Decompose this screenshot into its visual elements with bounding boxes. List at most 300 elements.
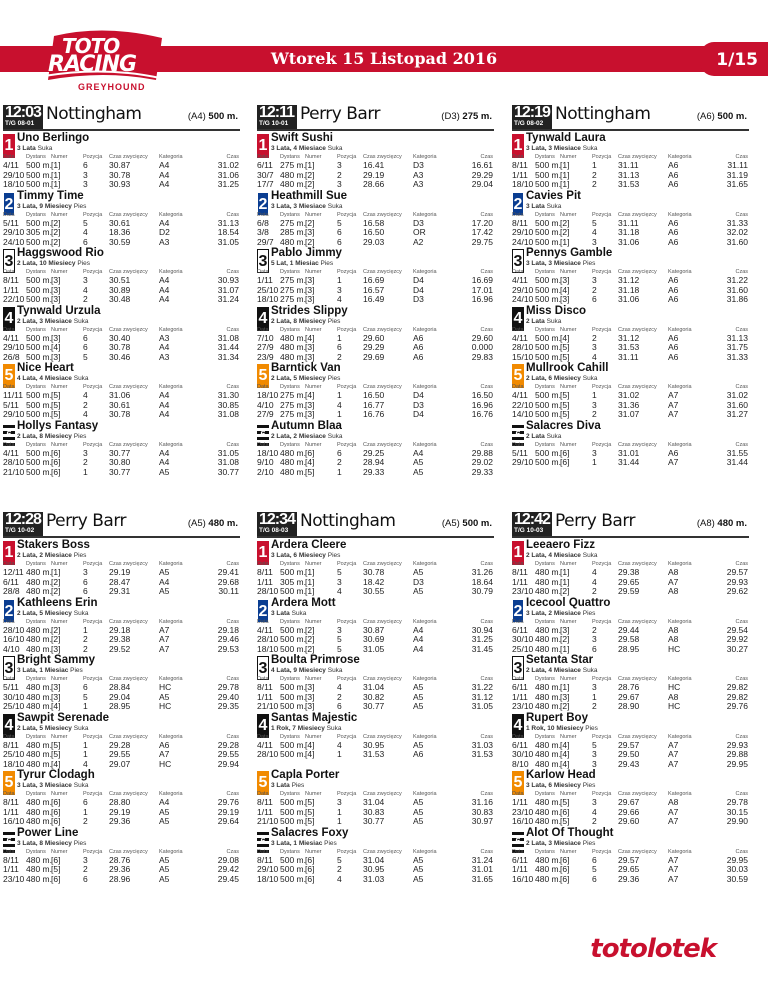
form-cell-num: [4] — [560, 739, 570, 750]
race-distance: 275 m. — [462, 111, 492, 122]
form-rows — [257, 276, 495, 305]
form-cell-date: 4/10 — [257, 399, 274, 410]
form-cell-num: [1] — [305, 586, 315, 596]
greyhound-name: Boulta Primrose — [271, 654, 360, 666]
greyhound-name: Ardera Cleere — [271, 539, 347, 551]
form-cell-date: 1/11 — [512, 864, 528, 874]
form-cell-pos: 2 — [83, 816, 88, 826]
form-cell-date: 25/10 — [257, 284, 279, 295]
form-cell-dist: 500 m. — [26, 447, 52, 458]
runner-entry — [254, 827, 496, 883]
form-cell-czas: 29.54 — [726, 624, 748, 635]
greyhound-age-sex — [526, 203, 561, 210]
column-header-cat: Kategoria — [413, 848, 437, 855]
column-header-cat: Kategoria — [159, 618, 183, 625]
form-cell-time: 31.18 — [618, 227, 640, 237]
form-cell-num: [5] — [51, 739, 61, 750]
form-cell-czas: 17.42 — [471, 227, 493, 237]
greyhound-sex: Pies — [582, 260, 596, 267]
form-cell-pos: 2 — [83, 294, 88, 304]
runner-entry — [0, 132, 242, 188]
column-header-dist: Dystans — [535, 441, 555, 448]
form-cell-pos: 4 — [83, 390, 88, 400]
column-header-cat: Kategoria — [413, 269, 437, 275]
greyhound-age-sex — [17, 840, 86, 847]
trap-number-badge: 1 — [3, 541, 15, 565]
form-cell-time: 29.25 — [363, 447, 385, 458]
form-rows — [257, 798, 495, 827]
form-rows — [3, 276, 241, 305]
form-cell-cat: A6 — [668, 236, 679, 247]
race-distance: 480 m. — [717, 518, 747, 529]
greyhound-name: Pennys Gamble — [526, 247, 613, 259]
form-cell-dist: 500 m. — [280, 643, 306, 654]
form-cell-cat: A6 — [413, 351, 424, 362]
form-cell-time: 28.90 — [618, 701, 640, 711]
trap-number-badge: 6 — [512, 422, 524, 446]
greyhound-age-sex — [526, 145, 598, 152]
greyhound-sex: Pies — [73, 839, 87, 847]
form-cell-dist: 500 m. — [26, 466, 52, 477]
form-cell-num: [5] — [305, 816, 315, 826]
form-cell-dist: 480 m. — [26, 701, 52, 711]
form-cell-cat: A5 — [413, 816, 424, 826]
form-cell-time: 29.36 — [109, 864, 131, 874]
form-cell-pos: 4 — [337, 739, 342, 750]
greyhound-sex: Suka — [291, 609, 307, 617]
form-cell-dist: 500 m. — [26, 284, 52, 295]
form-cell-dist: 500 m. — [26, 169, 52, 180]
form-cell-num: [1] — [560, 179, 570, 189]
race-time: 12:11 — [259, 104, 295, 121]
form-cell-czas: 29.41 — [217, 567, 239, 577]
form-row — [257, 410, 495, 420]
column-header-num: Numer — [51, 561, 68, 567]
column-header-num: Numer — [560, 326, 577, 333]
greyhound-age-sex — [271, 552, 340, 559]
form-cell-czas: 31.27 — [726, 409, 748, 419]
form-cell-pos: 1 — [592, 691, 597, 702]
form-cell-date: 21/10 — [257, 816, 279, 826]
form-cell-czas: 29.42 — [217, 864, 239, 874]
form-cell-cat: A5 — [159, 691, 170, 702]
form-cell-czas: 29.76 — [217, 797, 239, 807]
form-cell-czas: 31.05 — [217, 236, 239, 247]
greyhound-age: 3 Lata — [271, 782, 290, 789]
form-cell-pos: 3 — [337, 284, 342, 295]
form-cell-czas: 30.97 — [471, 816, 493, 826]
greyhound-age-sex — [271, 203, 343, 210]
form-cell-czas: 31.53 — [471, 749, 493, 759]
form-cell-time: 29.04 — [109, 691, 131, 702]
form-cell-czas: 29.76 — [726, 701, 748, 711]
form-cell-date: 1/11 — [257, 576, 273, 587]
column-header-cat: Kategoria — [668, 441, 692, 448]
form-cell-dist: 480 m. — [535, 643, 561, 654]
trap-number-badge: 4 — [257, 714, 269, 738]
column-header-num: Numer — [305, 676, 322, 682]
column-header-czas: Czas — [735, 733, 748, 740]
column-header-num: Numer — [51, 269, 68, 275]
column-header-date: Data — [3, 676, 15, 682]
form-cell-dist: 500 m. — [26, 332, 52, 343]
form-cell-pos: 3 — [592, 236, 597, 247]
form-cell-time: 29.59 — [618, 586, 640, 596]
greyhound-age-sex — [526, 552, 598, 559]
form-cell-cat: A3 — [413, 179, 424, 189]
form-row — [3, 702, 241, 712]
form-rows — [257, 626, 495, 655]
column-header-czas: Czas — [480, 441, 493, 448]
form-cell-date: 1/11 — [257, 806, 273, 817]
form-cell-czas: 29.28 — [217, 739, 239, 750]
race-time: 12:19 — [514, 104, 550, 121]
column-header-dist: Dystans — [280, 211, 300, 218]
form-cell-pos: 1 — [83, 624, 88, 635]
form-cell-date: 4/11 — [3, 447, 19, 458]
greyhound-sex: Pies — [327, 375, 341, 382]
form-cell-pos: 1 — [83, 466, 88, 477]
column-header-dist: Dystans — [26, 326, 46, 333]
form-cell-cat: A5 — [413, 682, 424, 692]
form-cell-dist: 480 m. — [26, 624, 52, 635]
form-cell-cat: A6 — [668, 217, 679, 228]
form-cell-pos: 6 — [337, 342, 342, 352]
greyhound-age: 3 Lata, 2 Miesiace — [526, 609, 581, 617]
form-cell-date: 17/7 — [257, 179, 274, 189]
form-cell-czas: 29.35 — [217, 701, 239, 711]
logo-text-toto: TOTO — [62, 34, 120, 58]
form-rows — [257, 219, 495, 248]
track-code: T/G 10-03 — [514, 527, 544, 534]
greyhound-age: 3 Lata, 3 Miesiace — [526, 260, 581, 267]
form-cell-num: [4] — [560, 332, 570, 343]
runner-entry — [509, 190, 751, 246]
venue-name: Nottingham — [300, 511, 396, 531]
form-cell-pos: 3 — [592, 447, 597, 458]
column-header-pos: Pozycja — [83, 676, 103, 682]
form-cell-date: 29/10 — [3, 342, 25, 352]
form-cell-pos: 1 — [337, 466, 342, 477]
form-cell-num: [3] — [305, 294, 315, 304]
form-cell-pos: 1 — [592, 390, 597, 400]
form-cell-cat: HC — [668, 682, 681, 692]
form-cell-cat: HC — [668, 643, 681, 654]
form-cell-date: 22/10 — [512, 399, 534, 410]
form-cell-dist: 500 m. — [535, 275, 561, 285]
form-cell-num: [1] — [560, 169, 570, 180]
greyhound-age-sex — [271, 610, 306, 617]
form-cell-dist: 500 m. — [535, 227, 561, 237]
greyhound-sex: Pies — [582, 839, 596, 847]
greyhound-age-sex — [17, 260, 90, 267]
form-cell-dist: 500 m. — [535, 399, 561, 410]
form-row — [3, 410, 241, 420]
form-cell-dist: 500 m. — [26, 457, 52, 467]
runner-entry — [0, 712, 242, 768]
form-cell-num: [1] — [305, 576, 315, 587]
column-header-czas: Czas — [735, 211, 748, 218]
greyhound-sex: Suka — [327, 202, 343, 210]
form-cell-time: 29.60 — [618, 816, 640, 826]
form-cell-dist: 500 m. — [26, 275, 52, 285]
greyhound-age: 2 Lata, 5 Miesiecy — [17, 609, 72, 617]
runner-entry — [254, 597, 496, 653]
form-cell-num: [6] — [51, 466, 61, 477]
greyhound-age-sex — [271, 260, 333, 267]
form-cell-time: 31.03 — [363, 873, 385, 884]
column-header-czas: Czas — [480, 154, 493, 160]
greyhound-name: Alot Of Thought — [526, 826, 614, 839]
form-row — [3, 238, 241, 248]
form-cell-time: 28.94 — [363, 457, 385, 467]
greyhound-name: Nice Heart — [17, 362, 74, 374]
form-cell-num: [6] — [51, 873, 61, 884]
column-header-date: Data — [3, 384, 15, 390]
form-cell-time: 29.03 — [363, 236, 385, 247]
form-rows — [512, 626, 750, 655]
column-header-dist: Dystans — [26, 618, 46, 625]
form-cell-date: 29/10 — [512, 227, 534, 237]
trap-number-badge: 2 — [512, 192, 524, 216]
form-cell-date: 6/11 — [257, 160, 273, 170]
form-rows — [257, 449, 495, 478]
header-rule — [3, 129, 240, 131]
form-cell-num: [2] — [305, 236, 315, 247]
venue-name: Perry Barr — [555, 511, 636, 531]
form-cell-czas: 30.11 — [218, 586, 239, 596]
form-cell-dist: 275 m. — [280, 294, 306, 304]
column-header-num: Numer — [560, 441, 577, 448]
form-cell-time: 30.59 — [109, 236, 131, 247]
column-header-num: Numer — [560, 618, 577, 625]
form-cell-dist: 500 m. — [535, 179, 561, 189]
form-cell-czas: 29.93 — [726, 576, 748, 587]
form-cell-date: 25/10 — [3, 749, 25, 759]
form-cell-pos: 1 — [337, 275, 342, 285]
form-cell-date: 18/10 — [257, 294, 279, 304]
form-cell-cat: A6 — [668, 227, 679, 237]
greyhound-age: 2 Lata, 4 Miesiace — [526, 552, 581, 559]
form-cell-num: [5] — [560, 351, 570, 362]
form-cell-cat: D3 — [413, 576, 424, 587]
column-header-dist: Dystans — [535, 676, 555, 682]
greyhound-sex: Pies — [291, 782, 305, 789]
greyhound-name: Haggswood Rio — [17, 247, 104, 259]
runner-entry — [509, 597, 751, 653]
form-cell-cat: D4 — [413, 284, 424, 295]
form-cell-num: [1] — [560, 576, 570, 587]
column-header-date: Data — [257, 211, 269, 218]
form-cell-czas: 30.59 — [726, 873, 748, 884]
form-cell-cat: A3 — [159, 332, 170, 343]
track-code: T/G 10-02 — [5, 527, 35, 534]
form-cell-pos: 1 — [337, 390, 342, 400]
column-header-pos: Pozycja — [83, 848, 103, 855]
greyhound-name: Karlow Head — [526, 769, 596, 781]
form-row — [512, 702, 750, 712]
form-cell-time: 30.93 — [109, 179, 131, 189]
form-row — [512, 238, 750, 248]
form-cell-date: 18/10 — [257, 643, 279, 654]
greyhound-sex: Suka — [546, 202, 562, 210]
form-cell-pos: 2 — [592, 409, 597, 419]
form-cell-cat: A4 — [159, 284, 170, 295]
column-header-cat: Kategoria — [668, 561, 692, 567]
column-header-dist: Dystans — [535, 211, 555, 218]
runner-entry — [0, 305, 242, 361]
greyhound-age-sex — [17, 725, 89, 732]
form-rows — [257, 856, 495, 885]
form-cell-time: 16.49 — [363, 294, 385, 304]
form-cell-time: 31.12 — [618, 332, 640, 343]
form-rows — [3, 449, 241, 478]
race-card — [0, 103, 242, 483]
form-cell-date: 25/10 — [512, 643, 534, 654]
form-cell-time: 31.36 — [618, 399, 640, 410]
form-cell-dist: 500 m. — [280, 634, 306, 644]
column-header-pos: Pozycja — [337, 384, 357, 390]
column-header-date: Data — [3, 211, 15, 218]
column-header-num: Numer — [560, 561, 577, 567]
form-cell-time: 28.84 — [109, 682, 131, 692]
form-cell-czas: 16.61 — [471, 160, 493, 170]
form-cell-pos: 5 — [83, 691, 88, 702]
form-cell-num: [5] — [305, 466, 315, 477]
form-row — [512, 760, 750, 770]
form-cell-pos: 1 — [337, 816, 342, 826]
form-cell-cat: D4 — [413, 275, 424, 285]
form-cell-num: [4] — [51, 758, 61, 769]
greyhound-sex: Suka — [73, 317, 89, 325]
form-cell-cat: A5 — [413, 586, 424, 596]
form-cell-num: [2] — [51, 586, 61, 596]
form-cell-num: [1] — [560, 160, 570, 170]
form-cell-dist: 500 m. — [280, 854, 306, 865]
form-cell-dist: 480 m. — [280, 342, 306, 352]
form-cell-pos: 2 — [337, 457, 342, 467]
column-header-pos: Pozycja — [337, 848, 357, 855]
form-cell-date: 1/11 — [512, 169, 528, 180]
column-header-num: Numer — [51, 154, 68, 160]
form-cell-time: 30.61 — [109, 399, 131, 410]
form-rows — [257, 161, 495, 190]
form-row — [3, 353, 241, 363]
greyhound-sex: Suka — [546, 317, 562, 325]
form-cell-dist: 480 m. — [535, 873, 561, 884]
form-cell-date: 23/10 — [3, 873, 25, 884]
form-cell-cat: A7 — [668, 576, 679, 587]
column-header-time: Czas zwycięzcy — [109, 791, 148, 797]
form-cell-pos: 2 — [592, 701, 597, 711]
form-cell-czas: 30.77 — [217, 466, 239, 477]
column-header-cat: Kategoria — [413, 441, 437, 448]
form-cell-czas: 31.12 — [471, 691, 493, 702]
greyhound-name: Timmy Time — [17, 189, 84, 202]
column-header-cat: Kategoria — [668, 618, 692, 625]
form-cell-cat: A7 — [668, 409, 679, 419]
form-cell-czas: 29.55 — [217, 749, 239, 759]
column-header-czas: Czas — [735, 561, 748, 567]
column-header-date: Data — [512, 269, 524, 275]
form-cell-num: [5] — [51, 390, 61, 400]
greyhound-sex: Suka — [582, 145, 598, 152]
form-cell-dist: 480 m. — [535, 634, 561, 644]
trap-number-badge: 5 — [3, 771, 15, 795]
form-cell-cat: A6 — [668, 342, 679, 352]
form-cell-cat: D3 — [413, 399, 424, 410]
form-cell-dist: 275 m. — [280, 275, 306, 285]
column-header-dist: Dystans — [280, 791, 300, 797]
column-header-num: Numer — [305, 441, 322, 448]
form-cell-date: 18/10 — [257, 447, 279, 458]
form-cell-cat: A6 — [159, 739, 170, 750]
form-cell-time: 16.50 — [363, 227, 385, 237]
form-cell-cat: A5 — [413, 864, 424, 874]
form-cell-time: 31.06 — [618, 236, 640, 247]
form-cell-pos: 5 — [83, 217, 88, 228]
form-cell-date: 4/10 — [3, 643, 20, 654]
form-rows — [3, 683, 241, 712]
race-grade: (A8) — [696, 518, 715, 529]
column-header-dist: Dystans — [26, 154, 46, 160]
form-cell-time: 30.48 — [109, 294, 131, 304]
column-header-dist: Dystans — [26, 676, 46, 682]
greyhound-age-sex — [17, 318, 89, 325]
race-time: 12:03 — [5, 104, 41, 121]
trap-number-badge: 6 — [3, 422, 15, 446]
column-header-num: Numer — [305, 211, 322, 218]
runner-entry — [509, 420, 751, 476]
track-code: T/G 10-01 — [259, 120, 289, 127]
race-grade: (A5) — [187, 518, 206, 529]
column-header-czas: Czas — [735, 154, 748, 160]
greyhound-name: Sawpit Serenade — [17, 711, 110, 724]
greyhound-age-sex — [17, 145, 52, 152]
runner-entry — [509, 827, 751, 883]
form-cell-date: 8/11 — [512, 567, 528, 577]
form-cell-date: 28/8 — [3, 586, 20, 596]
form-cell-date: 28/10 — [257, 634, 279, 644]
column-header-date: Data — [512, 441, 524, 448]
form-cell-cat: A5 — [413, 797, 424, 807]
column-header-num: Numer — [305, 618, 322, 625]
form-cell-date: 28/10 — [257, 749, 279, 759]
column-header-cat: Kategoria — [159, 733, 183, 740]
form-cell-cat: A6 — [668, 447, 679, 458]
form-cell-time: 28.95 — [109, 701, 131, 711]
column-header-czas: Czas — [735, 269, 748, 275]
form-cell-date: 8/11 — [257, 682, 273, 692]
form-cell-cat: A8 — [668, 624, 679, 635]
column-header-czas: Czas — [480, 561, 493, 567]
greyhound-age-sex — [526, 725, 598, 732]
form-cell-czas: 31.02 — [726, 390, 748, 400]
form-cell-num: [3] — [560, 275, 570, 285]
column-header-czas: Czas — [735, 618, 748, 625]
form-cell-pos: 2 — [592, 624, 597, 635]
column-header-time: Czas zwycięzcy — [363, 561, 402, 567]
form-cell-czas: 31.25 — [217, 179, 239, 189]
column-header-dist: Dystans — [280, 384, 300, 390]
form-cell-date: 24/10 — [3, 236, 25, 247]
form-cell-num: [4] — [560, 758, 570, 769]
form-cell-dist: 480 m. — [535, 691, 561, 702]
form-cell-date: 4/11 — [512, 390, 528, 400]
form-cell-date: 5/11 — [3, 217, 19, 228]
form-cell-time: 30.78 — [109, 409, 131, 419]
form-cell-cat: A4 — [159, 399, 170, 410]
